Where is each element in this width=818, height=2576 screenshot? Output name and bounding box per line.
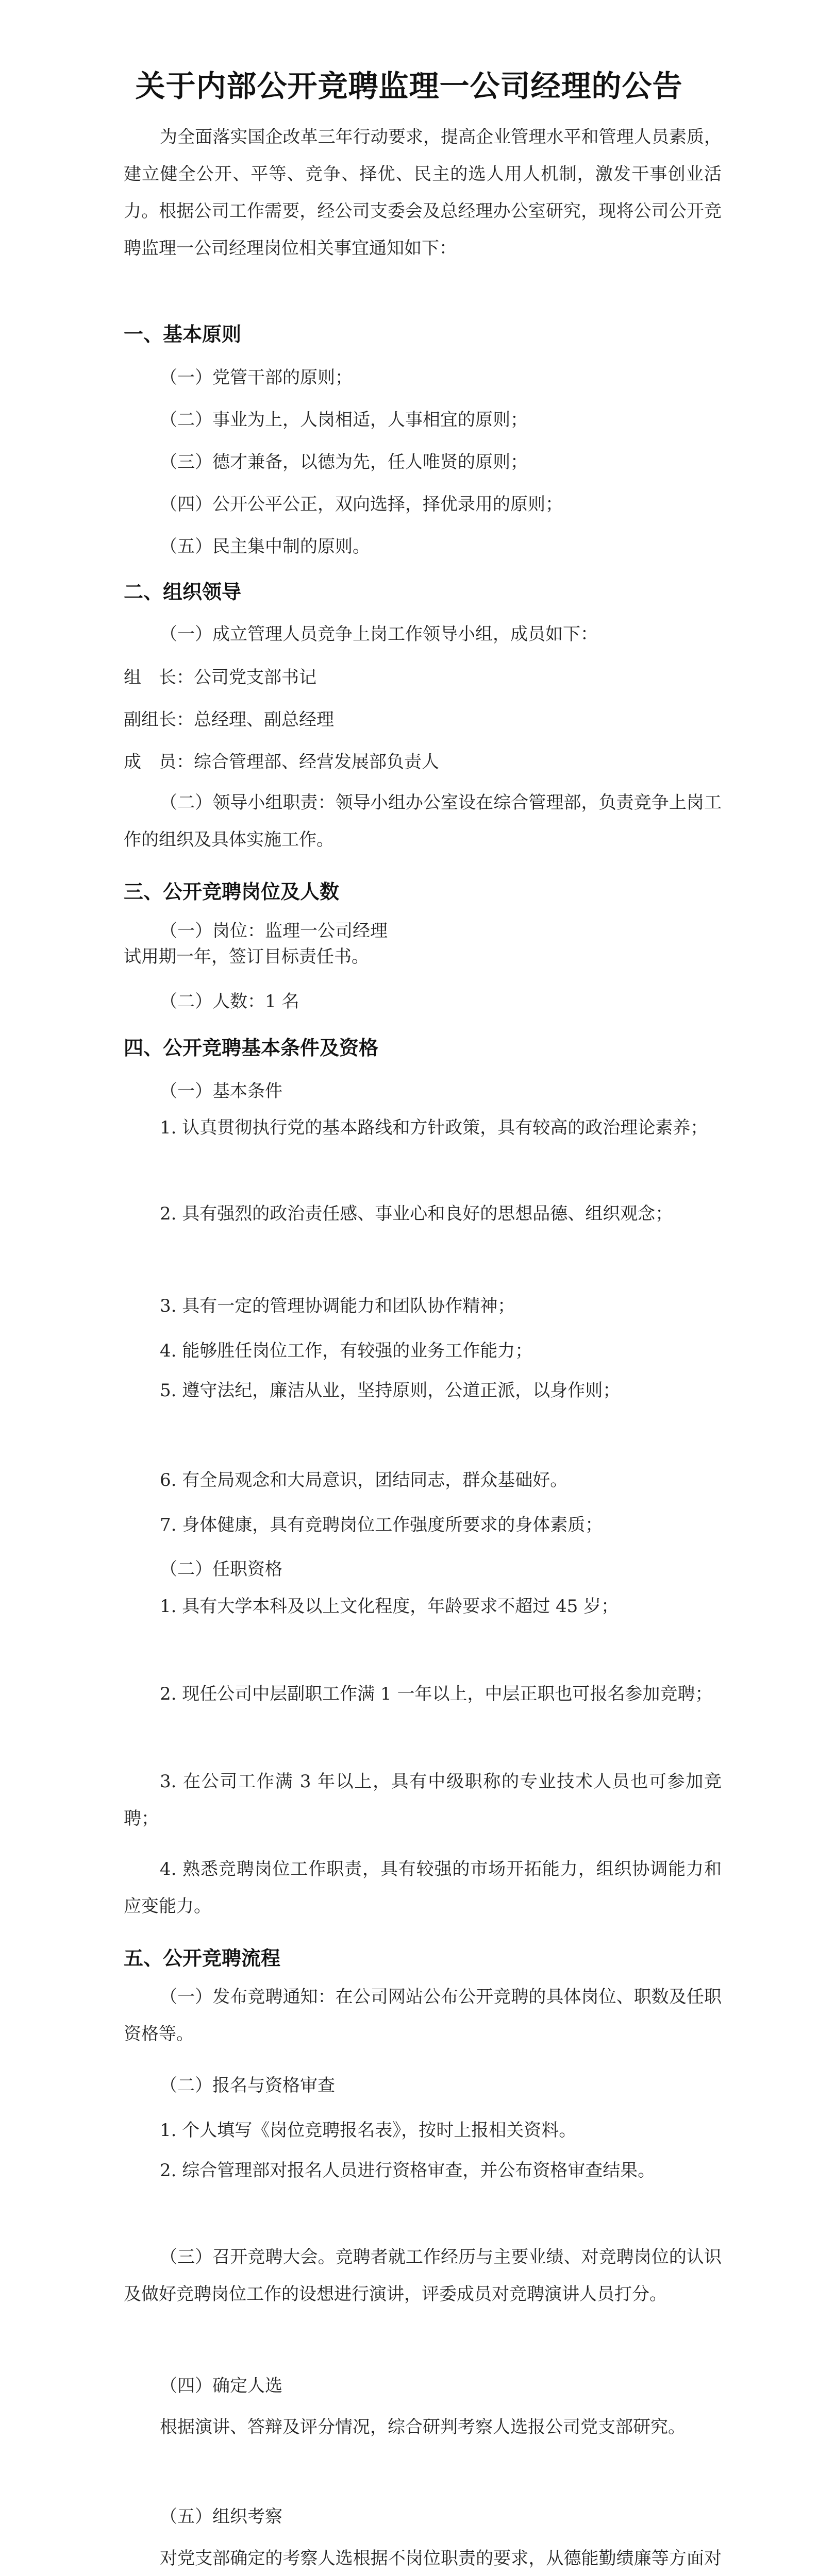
process-step-text: 对党支部确定的考察人选根据不岗位职责的要求，从德能勤绩廉等方面对 [160, 2548, 722, 2569]
basic-conditions-title: （一）基本条件 [160, 1081, 282, 1101]
page-title: 关于内部公开竞聘监理一公司经理的公告 [135, 69, 683, 104]
leadership-duty-text: （二）领导小组职责：领导小组办公室设在综合管理部，负责竞争上岗工作的组织及具体实施工作。 [124, 792, 722, 850]
position-count: （二）人数：1 名 [160, 991, 299, 1012]
condition-item: 5. 遵守法纪，廉洁从业，坚持原则，公道正派，以身作则； [160, 1380, 621, 1401]
condition-item: 6. 有全局观念和大局意识，团结同志，群众基础好。 [160, 1470, 568, 1490]
principle-item: （三）德才兼备，以德为先，任人唯贤的原则； [160, 452, 528, 472]
condition-item: 1. 认真贯彻执行党的基本路线和方针政策，具有较高的政治理论素养； [160, 1117, 708, 1138]
condition-item: 3. 具有一定的管理协调能力和团队协作精神； [160, 1296, 515, 1316]
qualification-item: 4. 熟悉竞聘岗位工作职责，具有较强的市场开拓能力，组织协调能力和应变能力。 [124, 1859, 722, 1917]
section-heading-principles: 一、基本原则 [124, 323, 242, 346]
section-heading-conditions: 四、公开竞聘基本条件及资格 [124, 1037, 379, 1059]
process-step-text: 2. 综合管理部对报名人员进行资格审查，并公布资格审查结果。 [160, 2160, 656, 2181]
process-step-title: （五）组织考察 [160, 2506, 282, 2527]
qualification-item: 2. 现任公司中层副职工作满 1 一年以上，中层正职也可报名参加竞聘； [160, 1684, 713, 1704]
qualification-item: 3. 在公司工作满 3 年以上，具有中级职称的专业技术人员也可参加竞聘； [124, 1771, 722, 1829]
leadership-group-text: （一）成立管理人员竞争上岗工作领导小组，成员如下： [160, 624, 598, 645]
principle-item: （五）民主集中制的原则。 [160, 536, 370, 557]
section-heading-leadership: 二、组织领导 [124, 581, 242, 603]
condition-item: 7. 身体健康，具有竞聘岗位工作强度所要求的身体素质； [160, 1515, 603, 1535]
condition-item: 2. 具有强烈的政治责任感、事业心和良好的思想品德、组织观念； [160, 1204, 673, 1224]
principle-item: （一）党管干部的原则； [160, 367, 353, 388]
process-step-title: （四）确定人选 [160, 2376, 282, 2396]
process-step-text: 根据演讲、答辩及评分情况，综合研判考察人选报公司党支部研究。 [160, 2417, 686, 2437]
section-heading-positions: 三、公开竞聘岗位及人数 [124, 880, 340, 903]
process-step-notice: （一）发布竞聘通知：在公司网站公布公开竞聘的具体岗位、职数及任职资格等。 [124, 1987, 722, 2044]
qualification-item: 1. 具有大学本科及以上文化程度，年龄要求不超过 45 岁； [160, 1596, 619, 1617]
member-members: 成 员：综合管理部、经营发展部负责人 [124, 752, 439, 772]
condition-item: 4. 能够胜任岗位工作，有较强的业务工作能力； [160, 1341, 533, 1361]
position-term: 试用期一年，签订目标责任书。 [124, 946, 369, 967]
process-step-meeting: （三）召开竞聘大会。竞聘者就工作经历与主要业绩、对竞聘岗位的认识及做好竞聘岗位工作的设想进行演讲，评委成员对竞聘演讲人员打分。 [124, 2247, 722, 2304]
process-step-text: 1. 个人填写《岗位竞聘报名表》，按时上报相关资料。 [160, 2120, 577, 2141]
principle-item: （四）公开公平公正，双向选择，择优录用的原则； [160, 494, 563, 515]
section-heading-process: 五、公开竞聘流程 [124, 1947, 281, 1970]
process-step-title: （二）报名与资格审查 [160, 2075, 335, 2096]
position-name: （一）岗位：监理一公司经理 [160, 921, 388, 941]
principle-item: （二）事业为上，人岗相适，人事相宜的原则； [160, 410, 528, 430]
qualification-title: （二）任职资格 [160, 1559, 282, 1580]
member-deputy: 副组长：总经理、副总经理 [124, 709, 334, 730]
member-leader: 组 长：公司党支部书记 [124, 667, 316, 688]
intro-paragraph: 为全面落实国企改革三年行动要求，提高企业管理水平和管理人员素质，建立健全公开、平等、竞争、择优、民主的选人用人机制，激发干事创业活力。根据公司工作需要，经公司支委会及总经理办公室研究，现将公司公开竞聘监理一公司经理岗位相关事宜通知如下： [124, 127, 722, 259]
